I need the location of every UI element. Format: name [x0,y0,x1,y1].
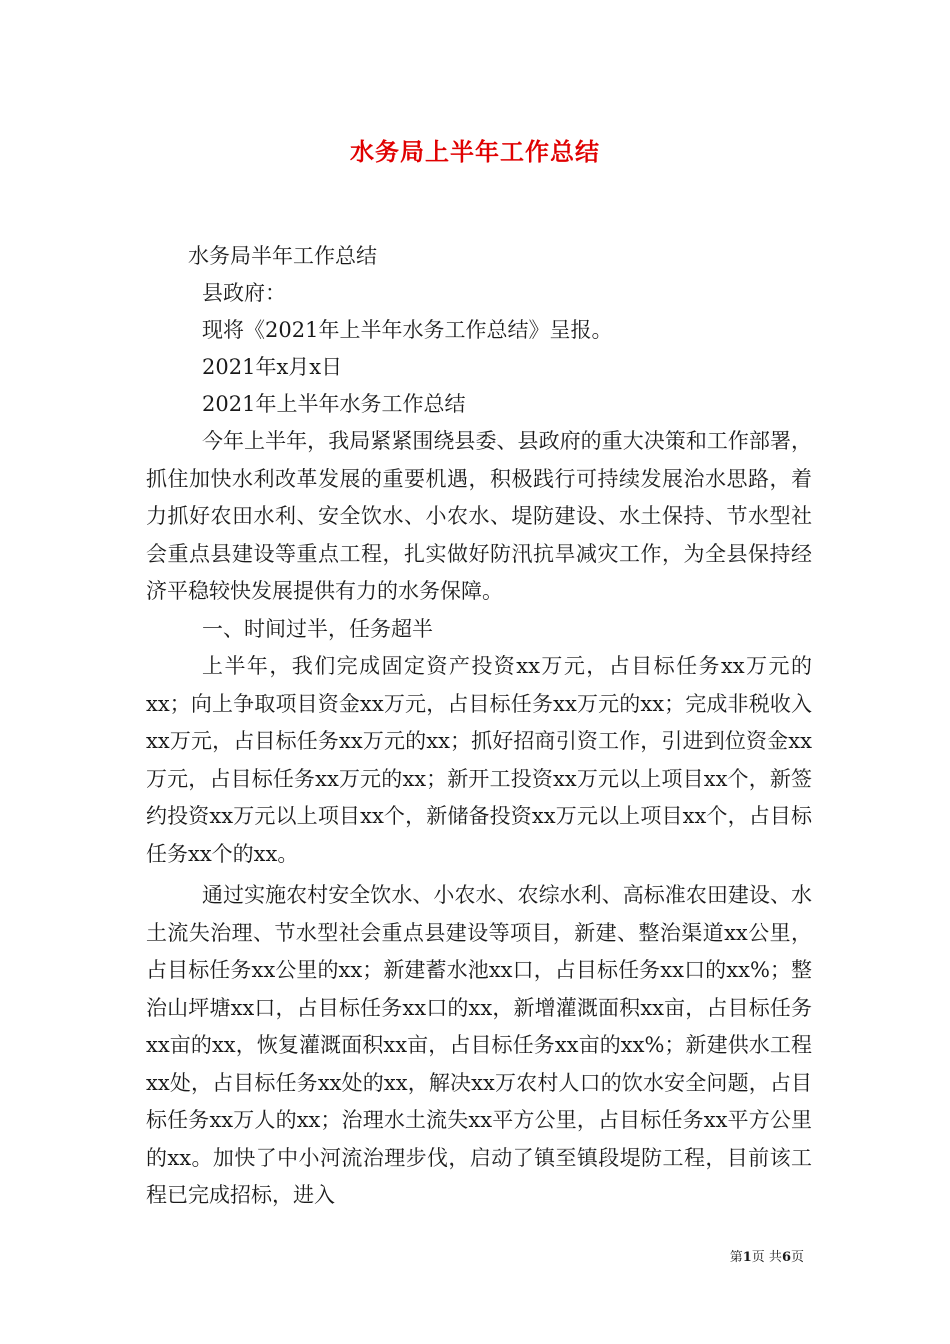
footer-middle: 页 共 [751,1250,782,1265]
submission-line: 现将《2021年上半年水务工作总结》呈报。 [202,318,613,342]
date-line: 2021年x月x日 [202,355,343,379]
investment-paragraph: 上半年，我们完成固定资产投资xx万元，占目标任务xx万元的xx；向上争取项目资金xx万元，占目标任务xx万元的xx；完成非税收入xx万元，占目标任务xx万元的xx；抓好招商引资工作，引进到位资金xx万元，占目标任务xx万元的xx；新开工投资xx万元以上项目xx个，新签约投资xx万元以上项目xx个，新储备投资xx万元以上项目xx个，占目标任务xx个的xx。 [146,654,812,866]
recipient-line: 县政府： [202,281,286,305]
document-title: 水务局上半年工作总结 [350,138,600,166]
report-heading-line: 2021年上半年水务工作总结 [202,392,466,416]
intro-paragraph: 今年上半年，我局紧紧围绕县委、县政府的重大决策和工作部署，抓住加快水利改革发展的重要机遇，积极践行可持续发展治水思路，着力抓好农田水利、安全饮水、小农水、堤防建设、水土保持、节水型社会重点县建设等重点工程，扎实做好防汛抗旱减灾工作，为全县保持经济平稳较快发展提供有力的水务保障。 [146,429,812,603]
document-body [146,238,812,1215]
section-heading: 一、时间过半，任务超半 [202,616,433,641]
footer-suffix: 页 [790,1250,804,1265]
footer-total-pages: 6 [781,1250,791,1265]
footer-current-page: 1 [742,1250,752,1265]
page-number-footer [730,1246,804,1265]
footer-prefix: 第 [729,1250,743,1265]
subtitle-line: 水务局半年工作总结 [188,244,377,268]
projects-paragraph: 通过实施农村安全饮水、小农水、农综水利、高标准农田建设、水土流失治理、节水型社会重点县建设等项目，新建、整治渠道xx公里，占目标任务xx公里的xx；新建蓄水池xx口，占目标任务xx口的xx%；整治山坪塘xx口，占目标任务xx口的xx，新增灌溉面积xx亩，占目标任务xx亩的xx，恢复灌溉面积xx亩，占目标任务xx亩的xx%；新建供水工程xx处，占目标任务xx处的xx，解决xx万农村人口的饮水安全问题，占目标任务xx万人的xx；治理水土流失xx平方公里，占目标任务xx平方公里的xx。加快了中小河流治理步伐，启动了镇至镇段堤防工程，目前该工程已完成招标，进入 [146,883,812,1207]
